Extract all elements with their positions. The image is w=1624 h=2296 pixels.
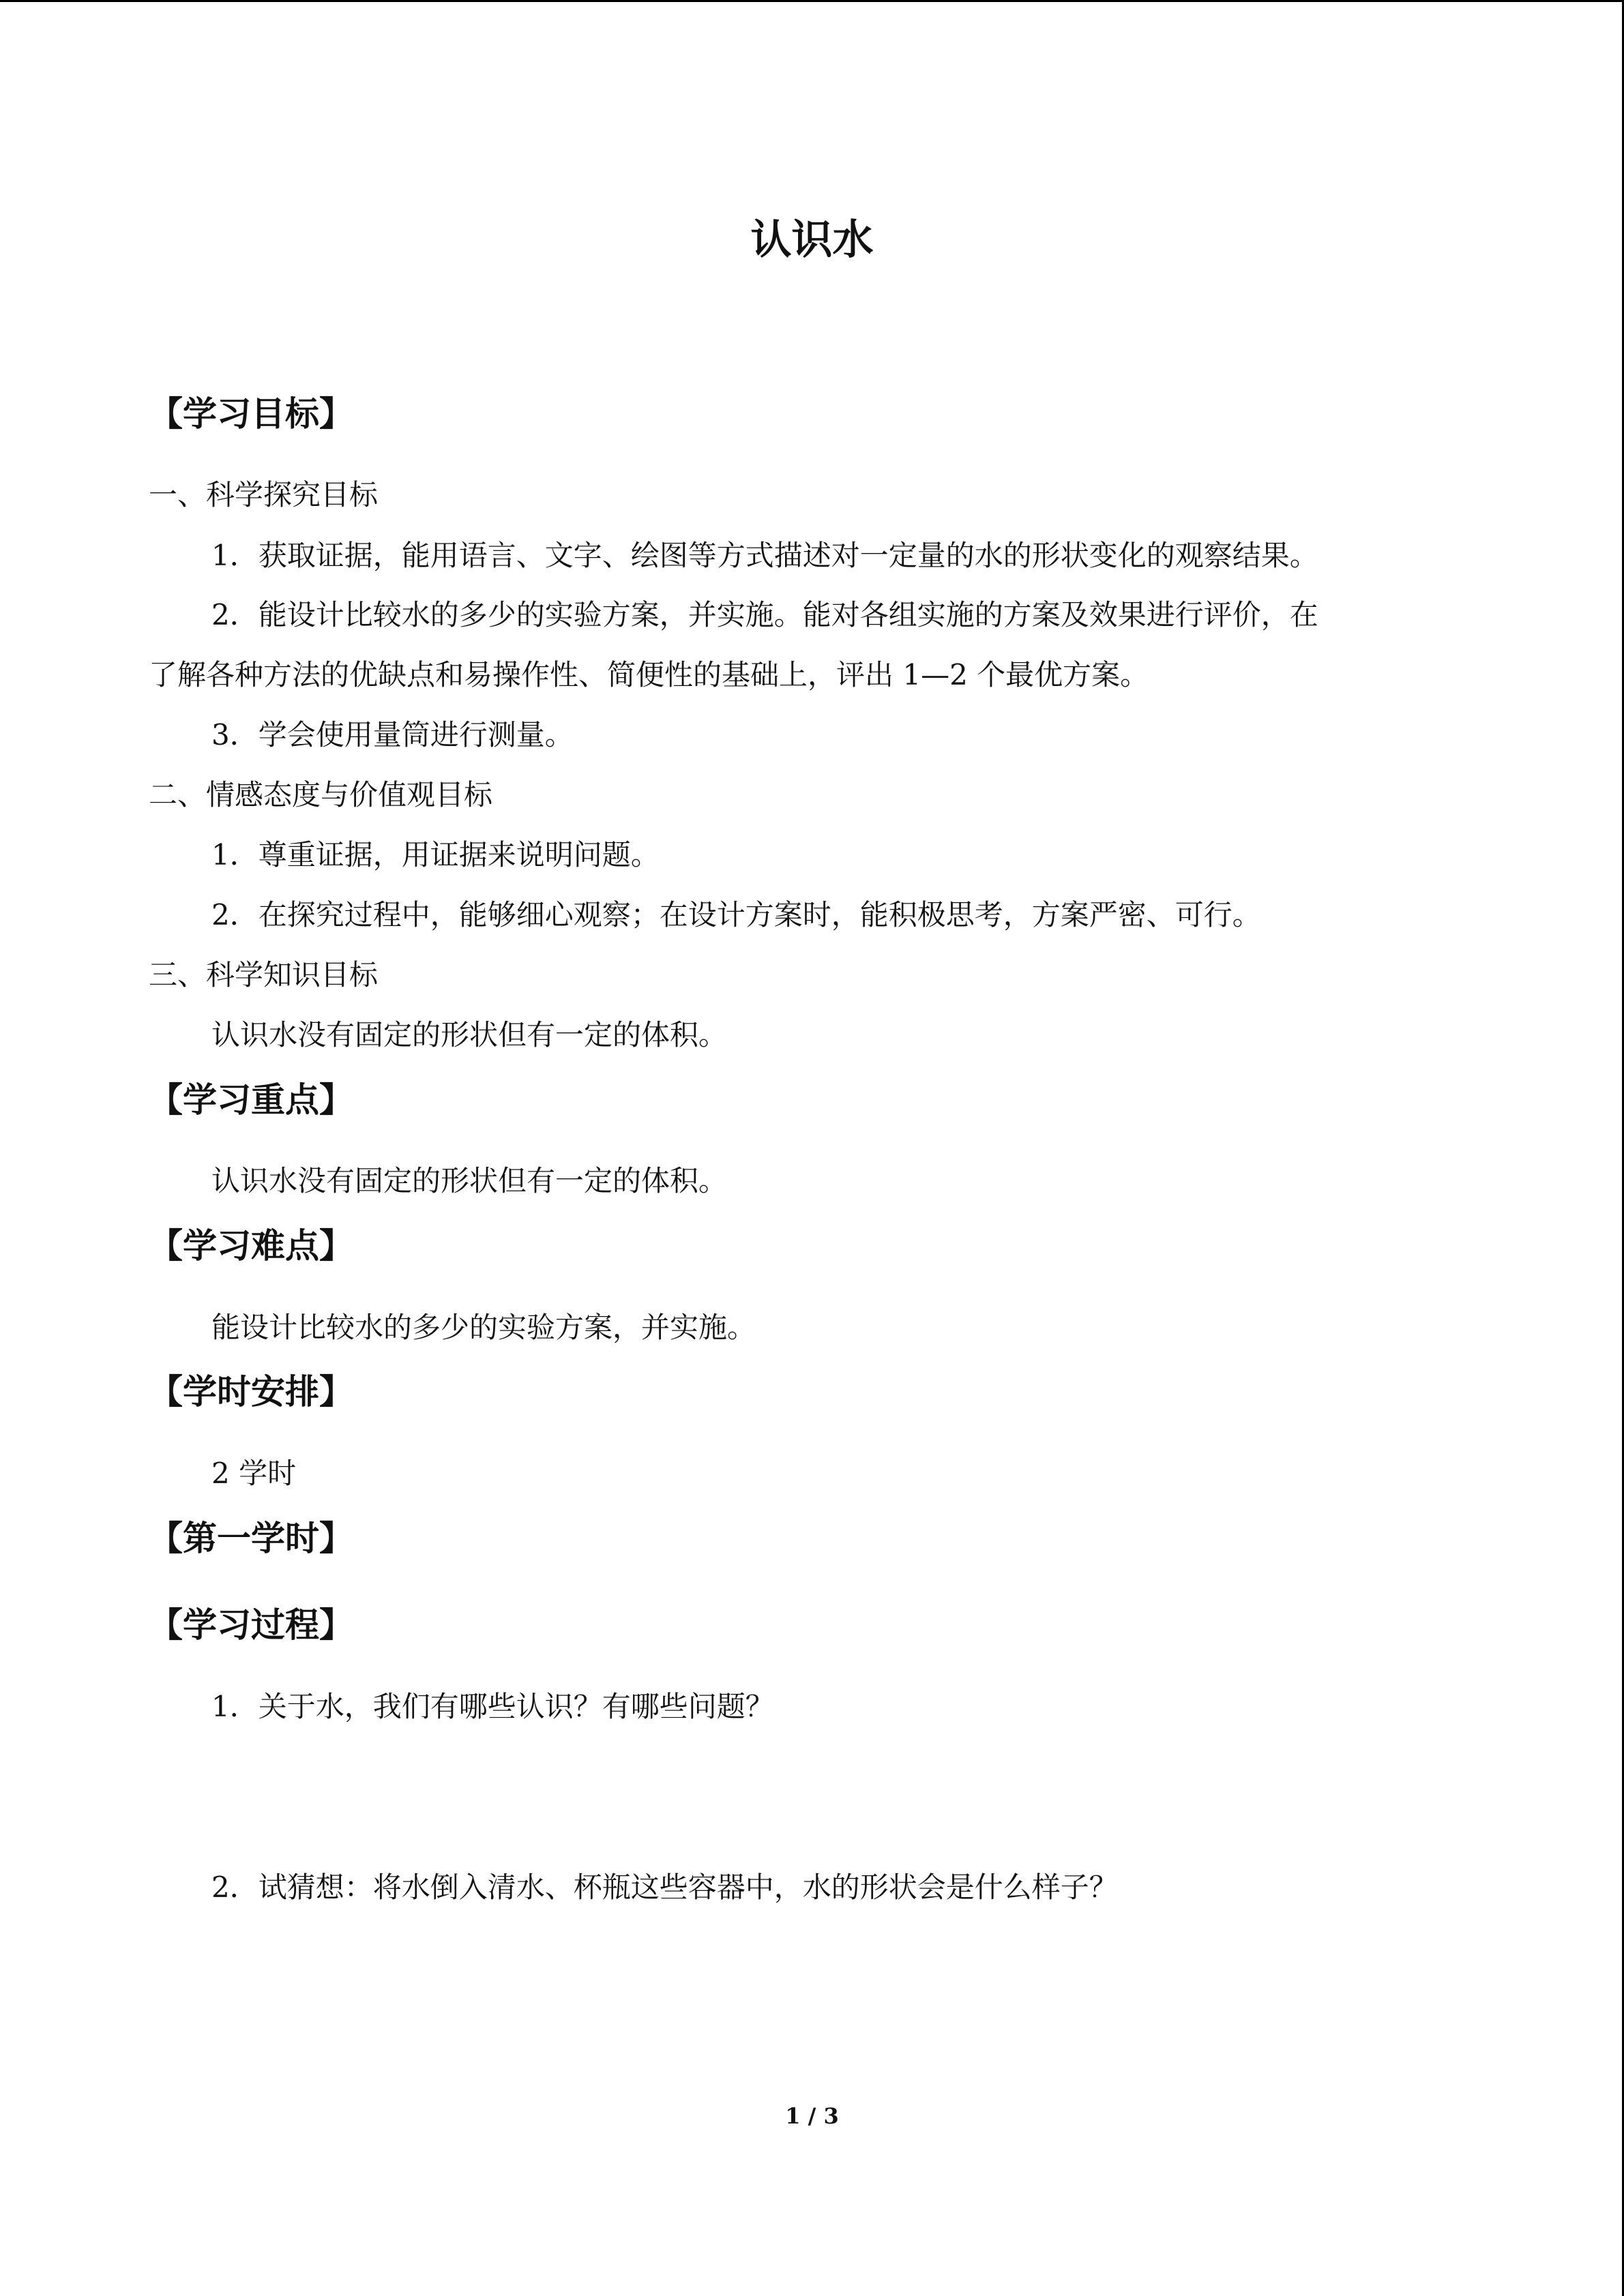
- process-item1: 1．关于水，我们有哪些认识？有哪些问题？: [211, 1690, 774, 1723]
- process-item2: 2．试猜想：将水倒入清水、杯瓶这些容器中，水的形状会是什么样子？: [211, 1870, 1118, 1904]
- document-title: 认识水: [750, 216, 874, 264]
- obj3-heading: 三、科学知识目标: [149, 958, 379, 992]
- obj3-text: 认识水没有固定的形状但有一定的体积。: [211, 1018, 728, 1052]
- difficulty-text: 能设计比较水的多少的实验方案，并实施。: [211, 1311, 756, 1344]
- objectives-heading: 【学习目标】: [149, 394, 353, 434]
- obj2-item2: 2．在探究过程中，能够细心观察；在设计方案时，能积极思考，方案严密、可行。: [211, 898, 1261, 931]
- key-points-heading: 【学习重点】: [149, 1080, 353, 1120]
- obj2-heading: 二、情感态度与价值观目标: [149, 778, 493, 811]
- obj1-heading: 一、科学探究目标: [149, 478, 379, 511]
- lesson1-heading: 【第一学时】: [149, 1519, 353, 1558]
- schedule-heading: 【学时安排】: [149, 1372, 353, 1412]
- obj1-item2-line1: 2．能设计比较水的多少的实验方案，并实施。能对各组实施的方案及效果进行评价，在: [211, 598, 1318, 631]
- difficulty-heading: 【学习难点】: [149, 1226, 353, 1266]
- process-heading: 【学习过程】: [149, 1605, 353, 1645]
- obj2-item1: 1．尊重证据，用证据来说明问题。: [211, 838, 660, 871]
- obj1-item2-line2: 了解各种方法的优缺点和易操作性、简便性的基础上，评出 1—2 个最优方案。: [149, 658, 1149, 691]
- schedule-text: 2 学时: [211, 1457, 297, 1490]
- page-border-top: [0, 0, 1624, 2]
- obj1-item3: 3．学会使用量筒进行测量。: [211, 718, 574, 751]
- page-number: 1 / 3: [785, 2103, 839, 2129]
- key-points-text: 认识水没有固定的形状但有一定的体积。: [211, 1164, 728, 1197]
- obj1-item1: 1．获取证据，能用语言、文字、绘图等方式描述对一定量的水的形状变化的观察结果。: [211, 539, 1318, 572]
